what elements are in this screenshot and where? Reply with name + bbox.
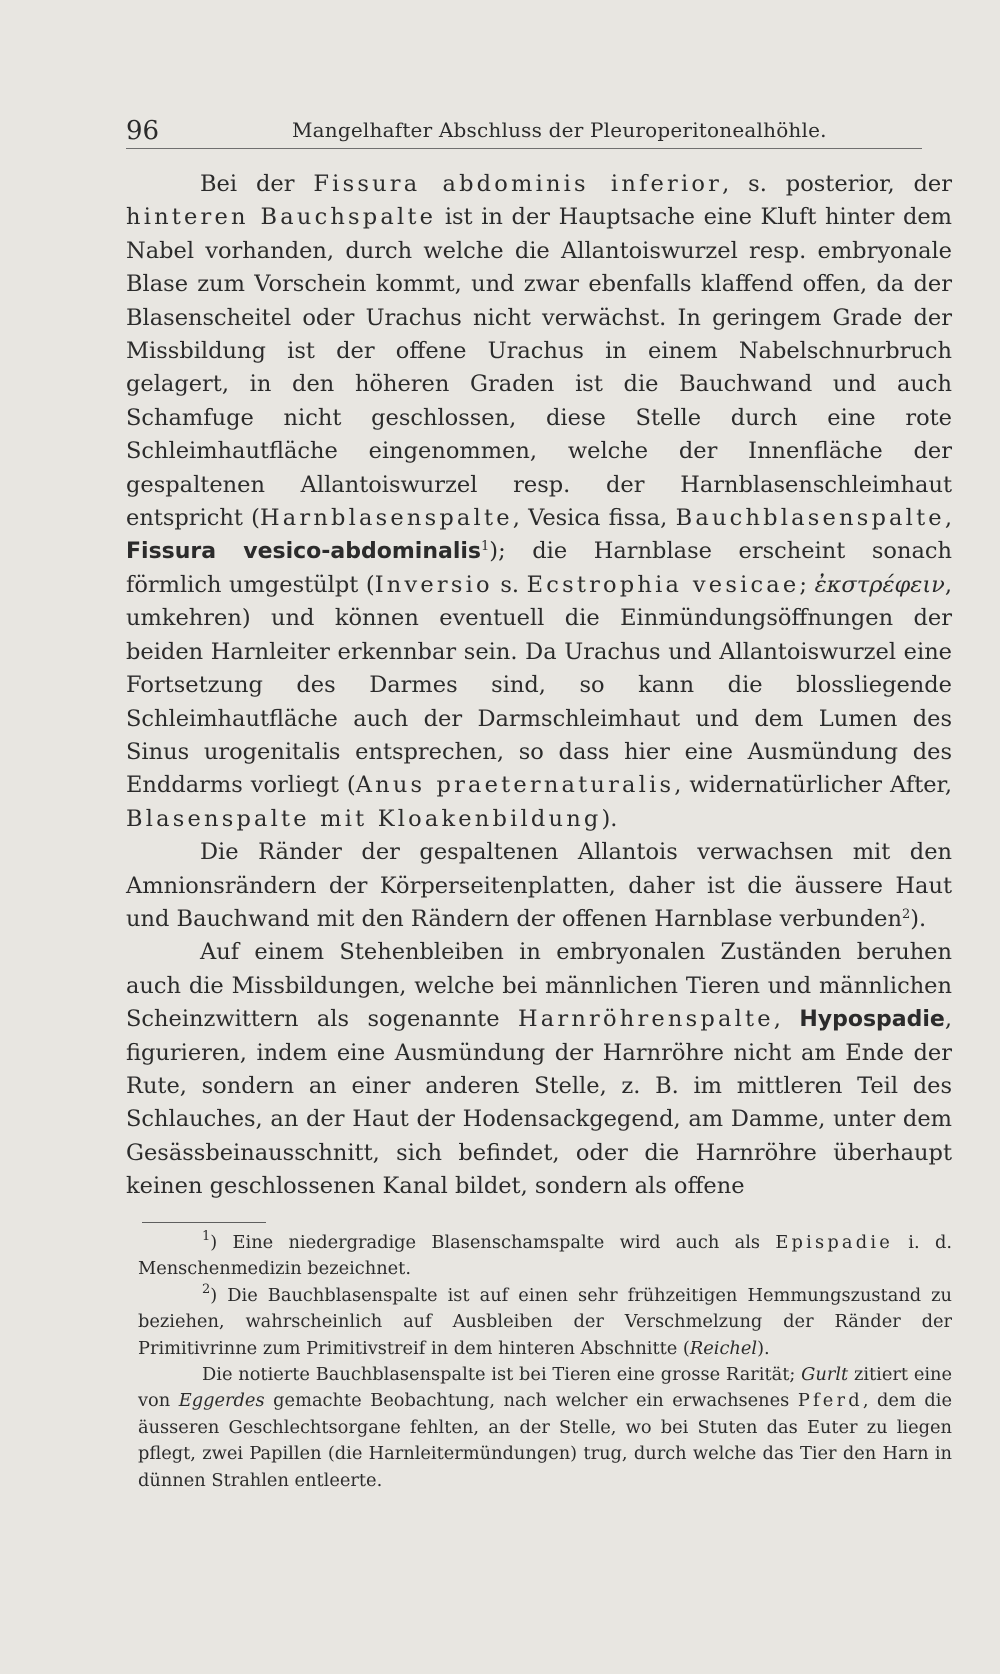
paragraph-3: Auf einem Stehenbleiben in embryonalen Zuständen beruhen auch die Missbildungen, welche bei männlichen Tieren und männlichen Scheinzwittern als sogenannte Harnröhrenspalte, Hypospadie, figurieren, indem eine Ausmündung der Harnröhre nicht am Ende der Rute, sondern an einer anderen Stelle, z. B. im mittleren Teil des Schlauches, an der Haut der Hodensackgegend, am Damme, unter dem Gesässbeinausschnitt, sich befindet, oder die Harnröhre überhaupt keinen geschlossenen Kanal bildet, sondern als offene bbox=[126, 939, 952, 1200]
term-inversio: Inversio bbox=[374, 571, 493, 598]
term-blasenspalte-kloakenbildung: Blasenspalte mit Kloakenbildung bbox=[126, 805, 602, 832]
term-fissura-vesico-abdominalis: Fissura vesico-abdominalis bbox=[126, 539, 482, 565]
paragraph-1: Bei der Fissura abdominis inferior, s. posterior, der hinteren Bauchspalte ist in der Hauptsache eine Kluft hinter dem Nabel vorhanden, durch welche die Allantoiswurzel resp. embryonale Blase zum Vorschein kommt, und zwar ebenfalls klaffend offen, da der Blasenscheitel oder Urachus nicht verwächst. In geringem Grade der Missbildung ist der offene Urachus in einem Nabelschnurbruch gelagert, in den höheren Graden ist die Bauchwand und auch Schamfuge nicht geschlossen, diese Stelle durch eine rote Schleimhautfläche eingenommen, welche der Innenfläche der gespaltenen Allantoiswurzel resp. der Harnblasenschleimhaut entspricht (Harnblasenspalte, Vesica fissa, Bauchblasenspalte, Fissura vesico-abdominalis$^1$); die Harnblase erscheint sonach förmlich umgestülpt (Inversio s. Ecstrophia vesicae; ἐκστρέφειν, umkehren) und können eventuell die Einmündungsöffnungen der beiden Harnleiter erkennbar sein. Da Urachus und Allantoiswurzel eine Fortsetzung des Darmes sind, so kann die blossliegende Schleimhautfläche auch der Darmschleimhaut und dem Lumen des Sinus urogenitalis entsprechen, so dass hier eine Ausmündung des Enddarms vorliegt (Anus praeternaturalis, widernatürlicher After, Blasenspalte mit Kloakenbildung). bbox=[126, 171, 953, 832]
footnote-1: $^1$) Eine niedergradige Blasenschamspalte wird auch als Epispadie i. d. Menschenmedizin bezeichnet. bbox=[138, 1229, 952, 1280]
term-harnblasenspalte: Harnblasenspalte bbox=[259, 505, 513, 532]
footnotes bbox=[138, 1230, 952, 1494]
term-ecstrophia-vesicae: Ecstrophia vesicae bbox=[526, 571, 800, 598]
author-reichel: Reichel bbox=[689, 1337, 758, 1359]
footnote-rule bbox=[142, 1222, 266, 1223]
paragraph-2: Die Ränder der gespaltenen Allantois verwachsen mit den Amnionsrändern der Körperseitenplatten, daher ist die äussere Haut und Bauchwand mit den Rändern der offenen Harnblase verbunden$^2$). bbox=[126, 839, 952, 932]
term-hinteren-bauchspalte: hinteren Bauchspalte bbox=[126, 204, 437, 231]
footnote-mark-1: 1 bbox=[202, 1229, 211, 1244]
page-header bbox=[126, 108, 926, 148]
footnote-2: $^2$) Die Bauchblasenspalte ist auf einen sehr frühzeitigen Hemmungszustand zu beziehen, wahrscheinlich auf Ausbleiben der Verschmelzung der Ränder der Primitivrinne zum Primitivstreif in dem hinteren Abschnitte (Reichel). bbox=[138, 1281, 952, 1359]
header-rule bbox=[126, 148, 922, 149]
term-hypospadie: Hypospadie bbox=[799, 1007, 945, 1033]
term-pferd: Pferd bbox=[797, 1390, 863, 1412]
author-eggerdes: Eggerdes bbox=[178, 1390, 265, 1412]
term-epispadie: Epispadie bbox=[775, 1232, 893, 1253]
term-harnroehrenspalte: Harnröhrenspalte bbox=[517, 1006, 774, 1033]
author-gurlt: Gurlt bbox=[801, 1364, 849, 1386]
page-number: 96 bbox=[126, 116, 160, 146]
greek-word: ἐκστρέφειν bbox=[814, 571, 945, 598]
term-fissura-abdominis-inferior: Fissura abdominis inferior bbox=[313, 171, 723, 197]
term-anus-praeternaturalis: Anus praeternaturalis bbox=[355, 772, 675, 799]
body-text bbox=[126, 168, 952, 1204]
footnote-ref-2: 2 bbox=[901, 906, 911, 922]
footnote-2-continued: Die notierte Bauchblasenspalte ist bei Tieren eine grosse Rarität; Gurlt zitiert eine von Eggerdes gemachte Beobachtung, nach welcher ein erwachsenes Pferd, dem die äusseren Geschlechtsorgane fehlten, an der Stelle, wo bei Stuten das Euter zu liegen pflegt, zwei Papillen (die Harnleitermündungen) trug, durch welche das Tier den Harn in dünnen Strahlen entleerte. bbox=[138, 1364, 953, 1491]
running-head: Mangelhafter Abschluss der Pleuroperitonealhöhle. bbox=[292, 118, 827, 142]
footnote-mark-2: 2 bbox=[202, 1281, 211, 1297]
footnote-ref-1: 1 bbox=[481, 539, 490, 555]
term-bauchblasenspalte: Bauchblasenspalte bbox=[675, 505, 945, 532]
